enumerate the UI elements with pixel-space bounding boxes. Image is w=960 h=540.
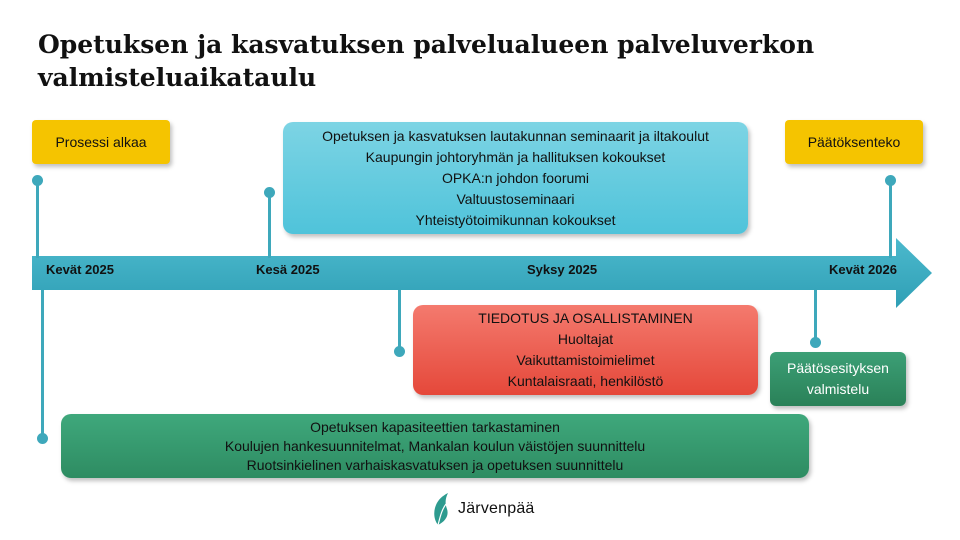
timeline-label-spring-2026: Kevät 2026 — [829, 262, 897, 277]
meetings-line: Valtuustoseminaari — [456, 190, 575, 207]
start-box — [32, 120, 170, 164]
start-label: Prosessi alkaa — [55, 133, 147, 150]
connector-decision — [889, 180, 892, 258]
meetings-box — [283, 122, 748, 234]
proposal-prep-box — [770, 352, 906, 406]
page-title: Opetuksen ja kasvatuksen palvelualueen palveluverkon valmisteluaikataulu — [38, 30, 815, 92]
connector-dot-start — [32, 175, 43, 186]
connector-communication — [398, 290, 401, 352]
connector-dot-proposal — [810, 337, 821, 348]
connector-dot-communication — [394, 346, 405, 357]
meetings-line: OPKA:n johdon foorumi — [441, 169, 590, 186]
planning-line: Opetuksen kapasiteettien tarkastaminen — [310, 418, 560, 435]
communication-line: Kuntalaisraati, henkilöstö — [507, 373, 664, 389]
connector-dot-decision — [885, 175, 896, 186]
connector-proposal — [814, 290, 817, 342]
connector-dot-meetings — [264, 187, 275, 198]
planning-line: Koulujen hankesuunnitelmat, Mankalan koulun väistöjen suunnittelu — [224, 437, 646, 454]
connector-planning — [41, 290, 44, 438]
timeline-arrow — [32, 238, 932, 308]
decision-box — [785, 120, 923, 164]
meetings-line: Kaupungin johtoryhmän ja hallituksen kokoukset — [365, 148, 666, 165]
communication-line: Huoltajat — [557, 331, 614, 347]
connector-start — [36, 180, 39, 258]
proposal-prep-line: valmistelu — [806, 381, 870, 397]
connector-dot-planning — [37, 433, 48, 444]
meetings-line: Opetuksen ja kasvatuksen lautakunnan seminaarit ja iltakoulut — [322, 127, 709, 144]
communication-box — [413, 305, 758, 395]
timeline-label-spring-2025: Kevät 2025 — [46, 262, 114, 277]
proposal-prep-line: Päätösesityksen — [787, 360, 889, 376]
communication-line: Vaikuttamistoimielimet — [516, 352, 655, 368]
meetings-line: Yhteistyötoimikunnan kokoukset — [415, 211, 616, 228]
jarvenpaa-logo — [432, 492, 535, 526]
decision-label: Päätöksenteko — [807, 133, 901, 150]
logo-text: Järvenpää — [458, 500, 535, 517]
leaf-icon — [432, 492, 452, 526]
communication-heading: TIEDOTUS JA OSALLISTAMINEN — [478, 310, 693, 326]
timeline-label-summer-2025: Kesä 2025 — [256, 262, 320, 277]
planning-line: Ruotsinkielinen varhaiskasvatuksen ja opetuksen suunnittelu — [246, 456, 624, 473]
timeline-label-autumn-2025: Syksy 2025 — [527, 262, 598, 277]
connector-meetings — [268, 192, 271, 258]
planning-box — [61, 414, 809, 478]
